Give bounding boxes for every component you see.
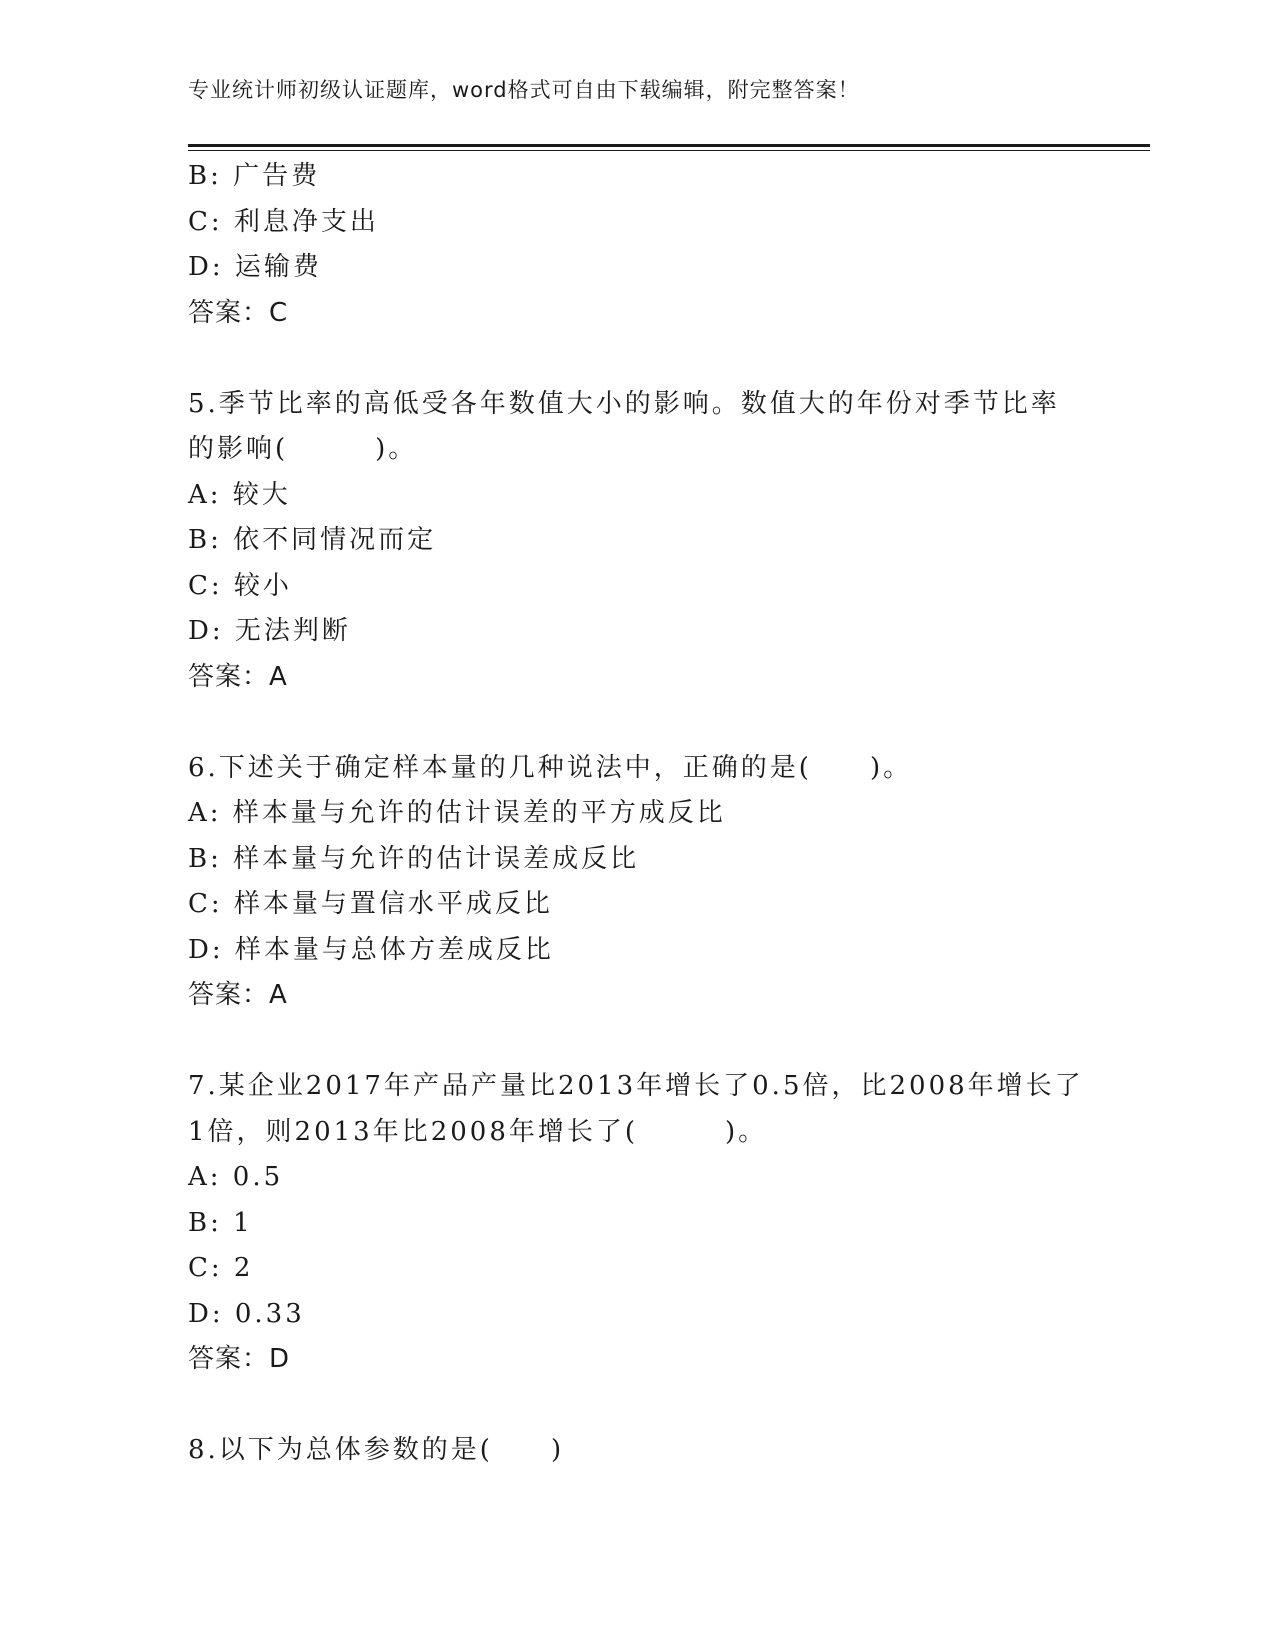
- option-d: D: 运输费: [188, 252, 322, 282]
- question-stem: 7.某企业2017年产品产量比2013年增长了0.5倍，比2008年增长了: [188, 1071, 1084, 1101]
- option-d: D: 0.33: [188, 1298, 305, 1329]
- header-rule-thick: [188, 144, 1150, 147]
- option-a: A: 较大: [188, 479, 291, 510]
- answer-line: 答案：A: [188, 980, 288, 1010]
- question-stem-continued: 1倍，则2013年比2008年增长了( )。: [188, 1116, 768, 1147]
- option-d: D: 样本量与总体方差成反比: [188, 934, 554, 965]
- question-4-tail: [188, 154, 1088, 336]
- question-6: [188, 746, 1088, 1019]
- option-d: D: 无法判断: [188, 616, 351, 646]
- answer-line: 答案：C: [188, 297, 289, 328]
- question-7: [188, 1064, 1088, 1383]
- option-c: C: 样本量与置信水平成反比: [188, 889, 553, 919]
- option-a: A: 0.5: [188, 1162, 284, 1192]
- option-b: B: 广告费: [188, 161, 321, 191]
- question-stem: 8.以下为总体参数的是( ): [188, 1435, 565, 1465]
- page-header: 专业统计师初级认证题库，word格式可自由下载编辑，附完整答案！: [188, 78, 860, 102]
- spacer: [188, 1019, 1088, 1065]
- question-8: [188, 1428, 1088, 1474]
- option-c: C: 较小: [188, 570, 292, 601]
- question-content: [188, 154, 1088, 1474]
- question-stem: 6.下述关于确定样本量的几种说法中，正确的是( )。: [188, 752, 913, 783]
- option-b: B: 1: [188, 1207, 253, 1238]
- answer-line: 答案：D: [188, 1344, 291, 1374]
- spacer: [188, 700, 1088, 746]
- option-c: C: 利息净支出: [188, 206, 379, 237]
- answer-line: 答案：A: [188, 661, 288, 692]
- header-rule-thin: [188, 150, 1150, 151]
- question-5: [188, 382, 1088, 701]
- option-c: C: 2: [188, 1253, 254, 1283]
- question-stem-continued: 的影响( )。: [188, 434, 418, 464]
- spacer: [188, 336, 1088, 382]
- question-stem: 5.季节比率的高低受各年数值大小的影响。数值大的年份对季节比率: [188, 388, 1060, 419]
- option-b: B: 依不同情况而定: [188, 525, 437, 555]
- option-a: A: 样本量与允许的估计误差的平方成反比: [188, 798, 726, 828]
- option-b: B: 样本量与允许的估计误差成反比: [188, 843, 640, 874]
- spacer: [188, 1383, 1088, 1429]
